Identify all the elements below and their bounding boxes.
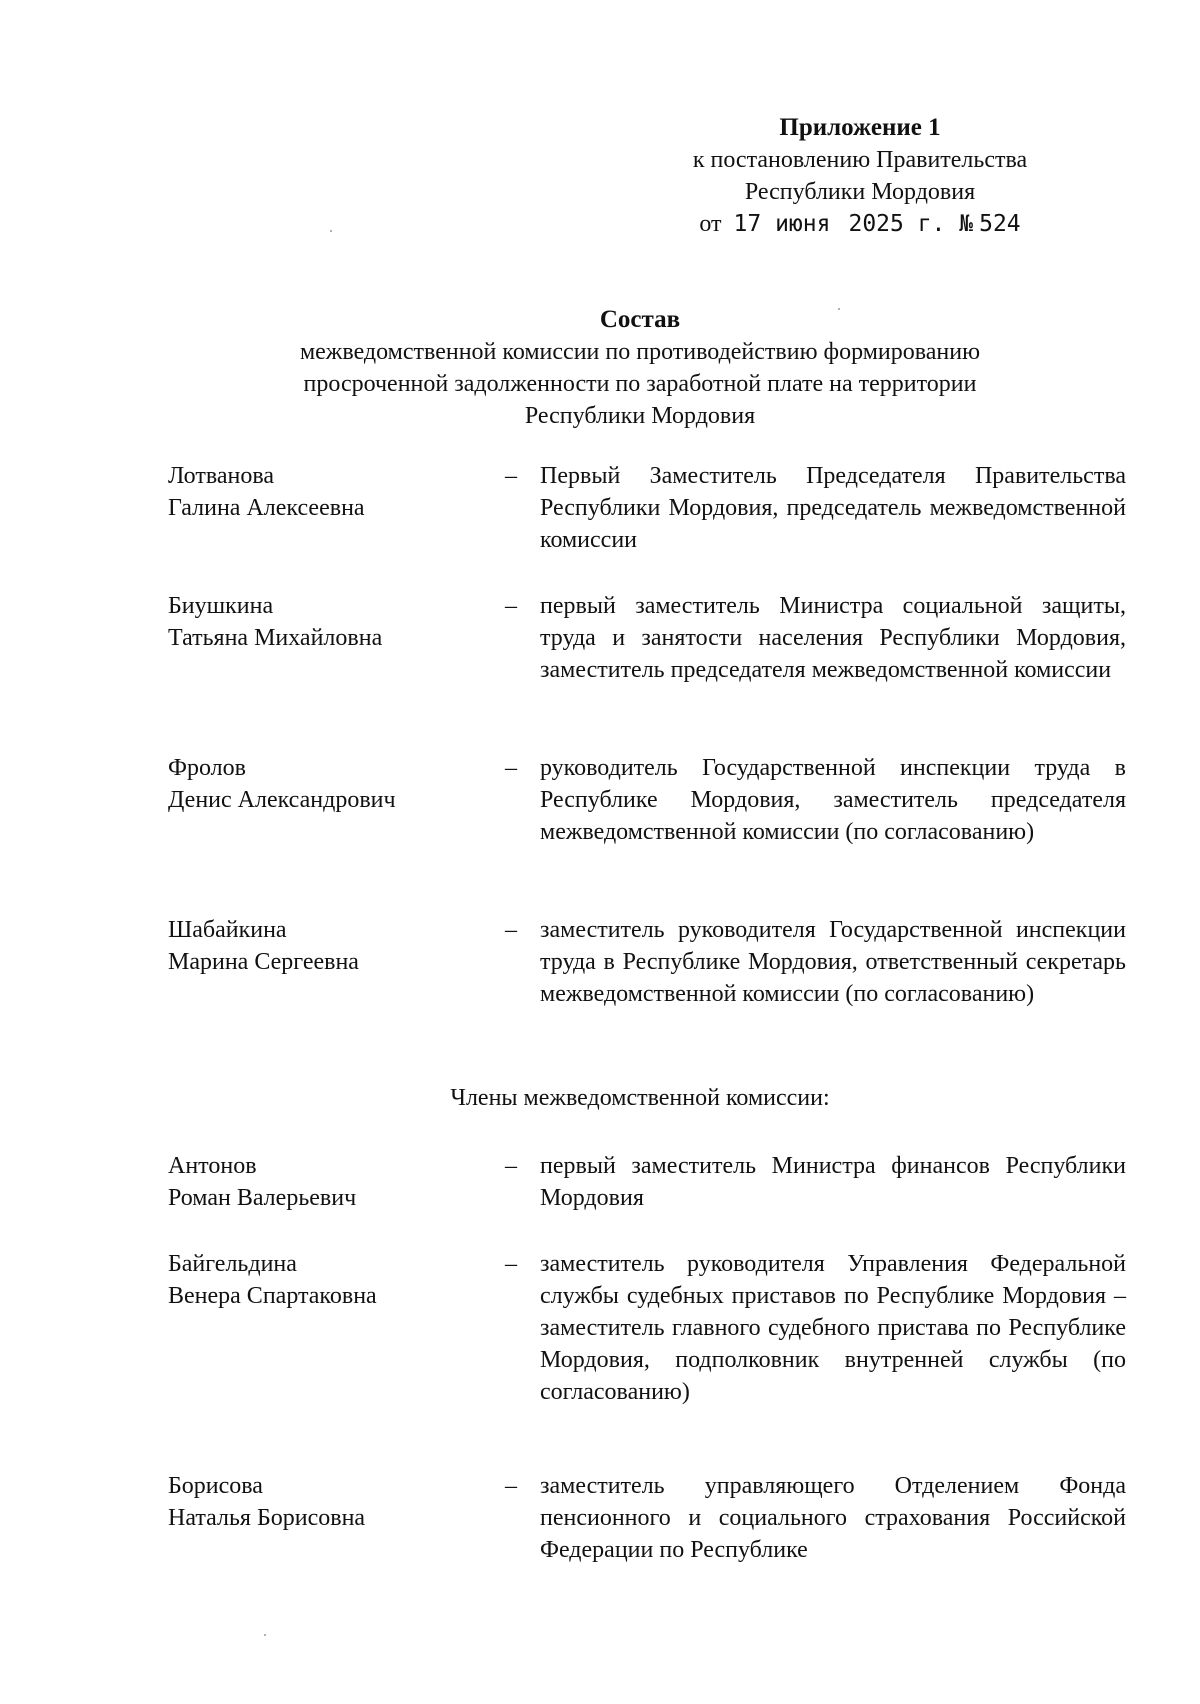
member-surname: Шабайкина bbox=[168, 917, 287, 943]
member-role: первый заместитель Министра финансов Республики Мордовия bbox=[540, 1153, 1126, 1211]
scan-speck bbox=[838, 308, 840, 310]
document-heading: Состав bbox=[599, 306, 681, 333]
member-role: первый заместитель Министра социальной защиты, труда и занятости населения Республики Мордовия, заместитель председателя межведомственной комиссии bbox=[540, 593, 1126, 683]
scan-speck bbox=[264, 1634, 266, 1636]
member-surname: Байгельдина bbox=[168, 1251, 297, 1277]
member-given-name: Денис Александрович bbox=[168, 787, 396, 813]
date-prefix: от bbox=[699, 211, 722, 237]
member-name bbox=[168, 914, 488, 978]
appendix-header bbox=[600, 112, 1120, 240]
appendix-line-2: Республики Мордовия bbox=[744, 179, 976, 205]
document-subtitle-3: Республики Мордовия bbox=[524, 403, 756, 429]
document-subtitle-2: просроченной задолженности по заработной плате на территории bbox=[303, 371, 977, 397]
member-role: заместитель управляющего Отделением Фонда пенсионного и социального страхования Российской Федерации по Республике bbox=[540, 1473, 1126, 1563]
member-given-name: Венера Спартаковна bbox=[168, 1283, 377, 1309]
member-surname: Антонов bbox=[168, 1153, 257, 1179]
entry-dash: – bbox=[505, 1473, 517, 1499]
entry-dash: – bbox=[505, 1251, 517, 1277]
appendix-line-1: к постановлению Правительства bbox=[692, 147, 1028, 173]
date-year: 2025 г. № bbox=[848, 211, 974, 237]
member-role: заместитель руководителя Государственной инспекции труда в Республике Мордовия, ответственный секретарь межведомственной комиссии (по согласованию) bbox=[540, 917, 1126, 1007]
member-name bbox=[168, 460, 488, 524]
member-given-name: Татьяна Михайловна bbox=[168, 625, 383, 651]
appendix-title: Приложение 1 bbox=[779, 114, 941, 141]
member-role: заместитель руководителя Управления Федеральной службы судебных приставов по Республике Мордовия – заместитель главного судебного пристава по Республике Мордовия, подполковник внутренней службы (по согласованию) bbox=[540, 1251, 1126, 1405]
members-heading: Члены межведомственной комиссии: bbox=[450, 1085, 830, 1111]
member-surname: Фролов bbox=[168, 755, 246, 781]
document-title bbox=[160, 304, 1120, 432]
document-number: 524 bbox=[979, 211, 1021, 237]
member-given-name: Галина Алексеевна bbox=[168, 495, 365, 521]
member-given-name: Марина Сергеевна bbox=[168, 949, 359, 975]
entry-dash: – bbox=[505, 917, 517, 943]
member-name bbox=[168, 752, 488, 816]
entry-dash: – bbox=[505, 593, 517, 619]
member-given-name: Роман Валерьевич bbox=[168, 1185, 357, 1211]
entry-dash: – bbox=[505, 1153, 517, 1179]
document-subtitle-1: межведомственной комиссии по противодействию формированию bbox=[299, 339, 981, 365]
member-surname: Борисова bbox=[168, 1473, 263, 1499]
member-name bbox=[168, 1248, 488, 1312]
member-name bbox=[168, 590, 488, 654]
member-surname: Лотванова bbox=[168, 463, 275, 489]
member-name bbox=[168, 1150, 488, 1214]
member-given-name: Наталья Борисовна bbox=[168, 1505, 366, 1531]
member-role: Первый Заместитель Председателя Правительства Республики Мордовия, председатель межведомственной комиссии bbox=[540, 463, 1126, 553]
entry-dash: – bbox=[505, 463, 517, 489]
scan-speck bbox=[330, 230, 332, 232]
member-surname: Биушкина bbox=[168, 593, 274, 619]
member-role: руководитель Государственной инспекции труда в Республике Мордовия, заместитель председателя межведомственной комиссии (по согласованию) bbox=[540, 755, 1126, 845]
entry-dash: – bbox=[505, 755, 517, 781]
date-day: 17 июня bbox=[733, 211, 831, 237]
member-name bbox=[168, 1470, 488, 1534]
appendix-date-line bbox=[600, 208, 1120, 240]
